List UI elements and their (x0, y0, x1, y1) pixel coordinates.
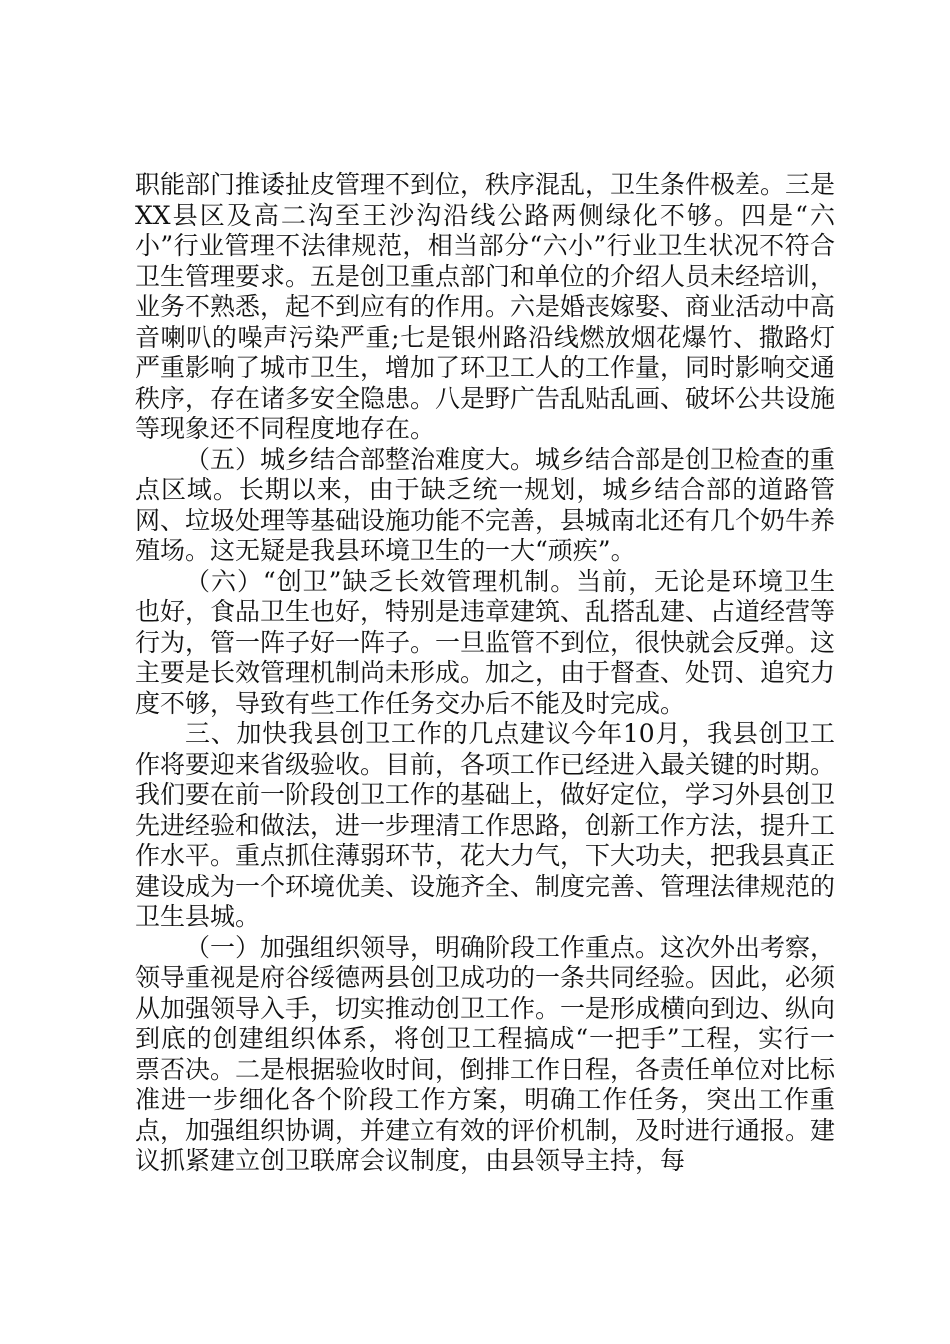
paragraph-continued: 职能部门推诿扯皮管理不到位，秩序混乱，卫生条件极差。三是XX县区及高二沟至王沙沟沿线公路两侧绿化不够。四是“六小”行业管理不法律规范，相当部分“六小”行业卫生状况不符合卫生管理要求。五是创卫重点部门和单位的介绍人员未经培训，业务不熟悉，起不到应有的作用。六是婚丧嫁娶、商业活动中高音喇叭的噪声污染严重;七是银州路沿线燃放烟花爆竹、撒路灯严重影响了城市卫生，增加了环卫工人的工作量，同时影响交通秩序，存在诸多安全隐患。八是野广告乱贴乱画、破坏公共设施等现象还不同程度地存在。 (135, 170, 836, 443)
paragraph-section-6: （六）“创卫”缺乏长效管理机制。当前，无论是环境卫生也好，食品卫生也好，特别是违章建筑、乱搭乱建、占道经营等行为，管一阵子好一阵子。一旦监管不到位，很快就会反弹。这主要是长效管理机制尚未形成。加之，由于督查、处罚、追究力度不够，导致有些工作任务交办后不能及时完成。 (135, 566, 836, 718)
paragraph-section-three-heading: 三、加快我县创卫工作的几点建议今年10月，我县创卫工作将要迎来省级验收。目前，各项工作已经进入最关键的时期。我们要在前一阶段创卫工作的基础上，做好定位，学习外县创卫先进经验和做法，进一步理清工作思路，创新工作方法，提升工作水平。重点抓住薄弱环节，花大力气，下大功夫，把我县真正建设成为一个环境优美、设施齐全、制度完善、管理法律规范的卫生县城。 (135, 719, 836, 931)
document-body (135, 170, 835, 1177)
paragraph-section-5: （五）城乡结合部整治难度大。城乡结合部是创卫检查的重点区域。长期以来，由于缺乏统一规划，城乡结合部的道路管网、垃圾处理等基础设施功能不完善，县城南北还有几个奶牛养殖场。这无疑是我县环境卫生的一大“顽疾”。 (135, 444, 836, 565)
paragraph-subsection-1: （一）加强组织领导，明确阶段工作重点。这次外出考察，领导重视是府谷绥德两县创卫成功的一条共同经验。因此，必须从加强领导入手，切实推动创卫工作。一是形成横向到边、纵向到底的创建组织体系，将创卫工程搞成“一把手”工程，实行一票否决。二是根据验收时间，倒排工作日程，各责任单位对比标准进一步细化各个阶段工作方案，明确工作任务，突出工作重点，加强组织协调，并建立有效的评价机制，及时进行通报。建议抓紧建立创卫联席会议制度，由县领导主持，每 (135, 932, 836, 1175)
